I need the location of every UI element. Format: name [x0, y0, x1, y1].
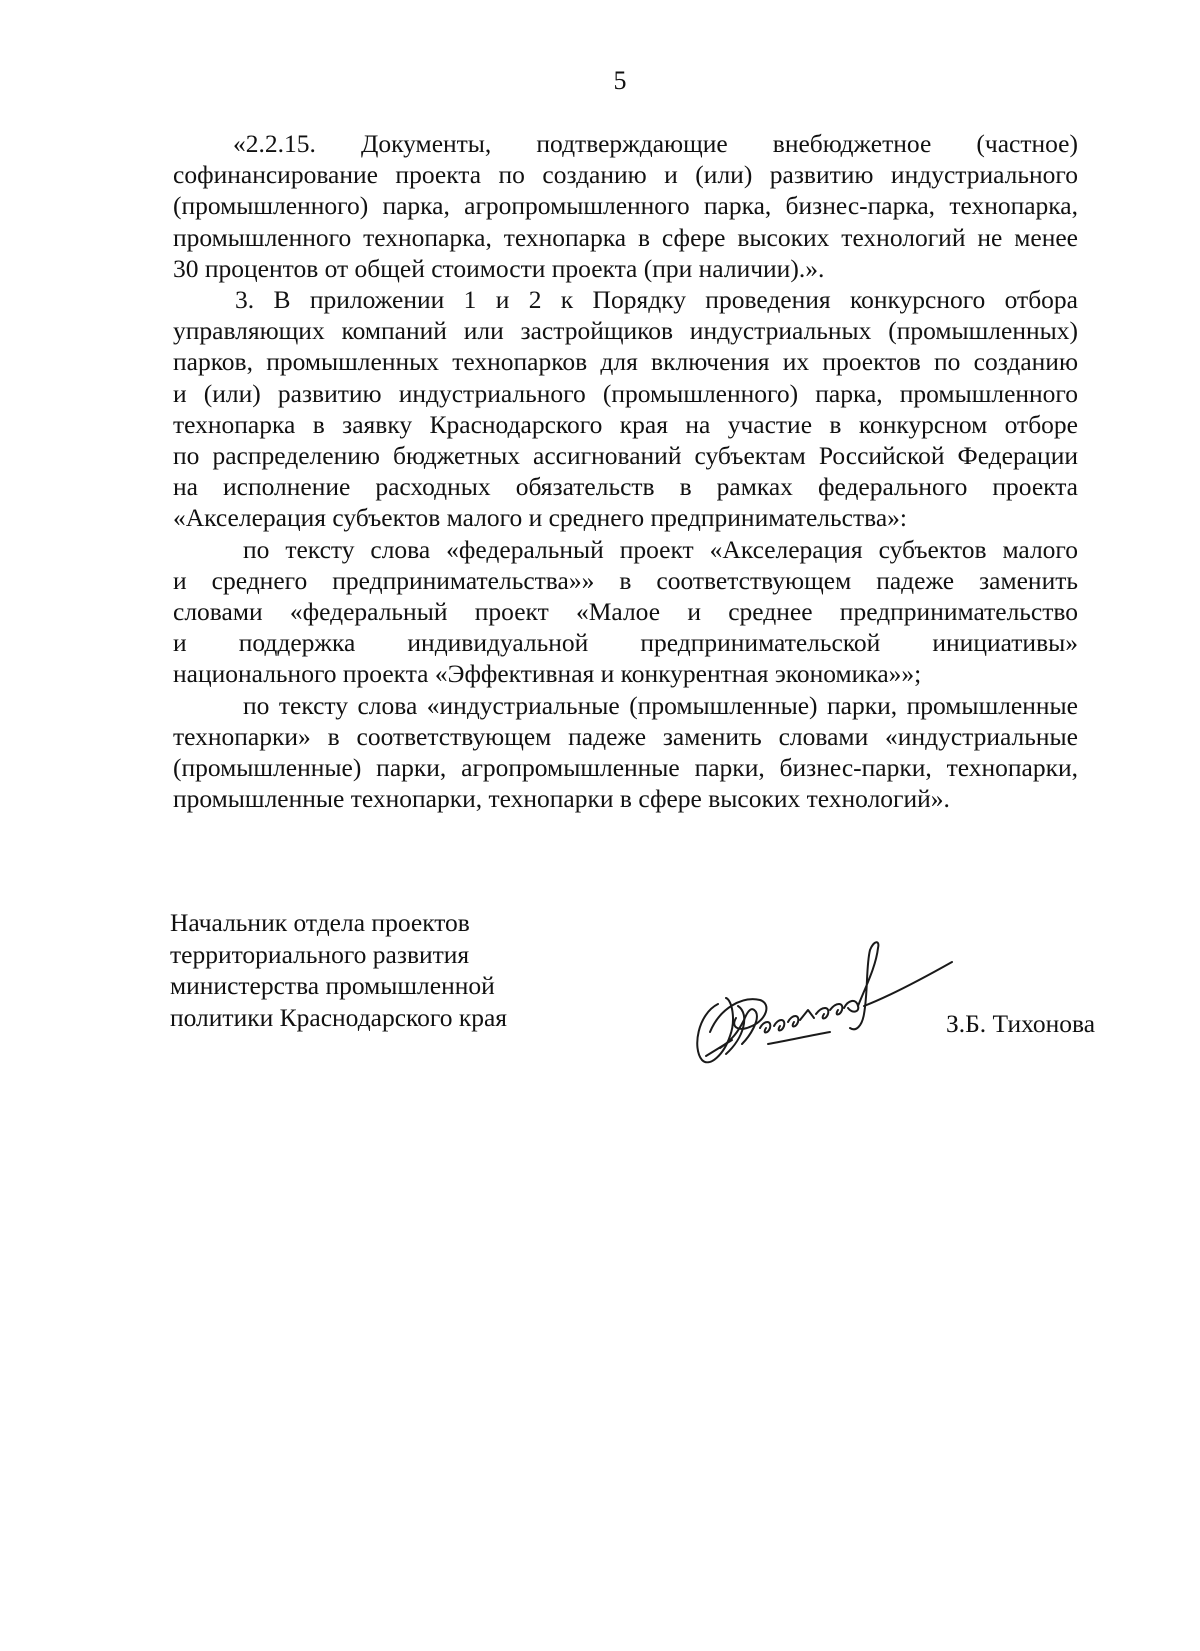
signer-position: [170, 907, 507, 1033]
text-line: «Акселерация субъектов малого и среднего предпринимательства»:: [173, 503, 907, 533]
text-line: и среднего предпринимательства»» в соответствующем падеже заменить: [173, 565, 1078, 595]
signer-position-line: территориального развития: [170, 939, 470, 969]
text-line: промышленные технопарки, технопарки в сфере высоких технологий».: [173, 784, 950, 814]
text-line: 3. В приложении 1 и 2 к Порядку проведения конкурсного отбора: [235, 285, 1078, 315]
text-line: национального проекта «Эффективная и конкурентная экономика»»;: [173, 659, 922, 689]
text-line: парков, промышленных технопарков для включения их проектов по созданию: [173, 347, 1078, 377]
signer-name: З.Б. Тихонова: [946, 1009, 1096, 1038]
text-line: технопарка в заявку Краснодарского края на участие в конкурсном отборе: [173, 409, 1078, 439]
text-line: 30 процентов от общей стоимости проекта (при наличии).».: [173, 253, 825, 283]
page-number: 5: [613, 66, 627, 95]
text-line: управляющих компаний или застройщиков индустриальных (промышленных): [173, 316, 1078, 346]
text-line: софинансирование проекта по созданию и (или) развитию индустриального: [173, 160, 1078, 190]
text-line: на исполнение расходных обязательств в рамках федерального проекта: [173, 472, 1078, 502]
text-line: промышленного технопарка, технопарка в сфере высоких технологий не менее: [173, 222, 1078, 252]
text-line: по тексту слова «федеральный проект «Акселерация субъектов малого: [243, 534, 1078, 564]
text-line: и поддержка индивидуальной предпринимательской инициативы»: [173, 628, 1078, 658]
text-line: и (или) развитию индустриального (промышленного) парка, промышленного: [173, 378, 1078, 408]
document-body: [173, 128, 1078, 814]
text-line: «2.2.15. Документы, подтверждающие внебюджетное (частное): [233, 129, 1078, 158]
paragraph-2-2-15: [173, 128, 1078, 284]
text-line: по тексту слова «индустриальные (промышленные) парки, промышленные: [243, 690, 1078, 720]
paragraph-3: [173, 284, 1078, 534]
signer-position-line: министерства промышленной: [170, 971, 495, 1000]
handwritten-signature: [680, 936, 960, 1076]
paragraph-replacement-2: [173, 690, 1078, 815]
text-line: технопарки» в соответствующем падеже заменить словами «индустриальные: [173, 721, 1078, 751]
signer-position-line: политики Краснодарского края: [170, 1002, 508, 1032]
signer-position-line: Начальник отдела проектов: [170, 908, 470, 937]
text-line: по распределению бюджетных ассигнований субъектам Российской Федерации: [173, 441, 1078, 471]
paragraph-replacement-1: [173, 534, 1078, 690]
text-line: (промышленного) парка, агропромышленного парка, бизнес-парка, технопарка,: [173, 191, 1078, 221]
text-line: словами «федеральный проект «Малое и среднее предпринимательство: [173, 597, 1078, 627]
text-line: (промышленные) парки, агропромышленные парки, бизнес-парки, технопарки,: [173, 753, 1078, 783]
